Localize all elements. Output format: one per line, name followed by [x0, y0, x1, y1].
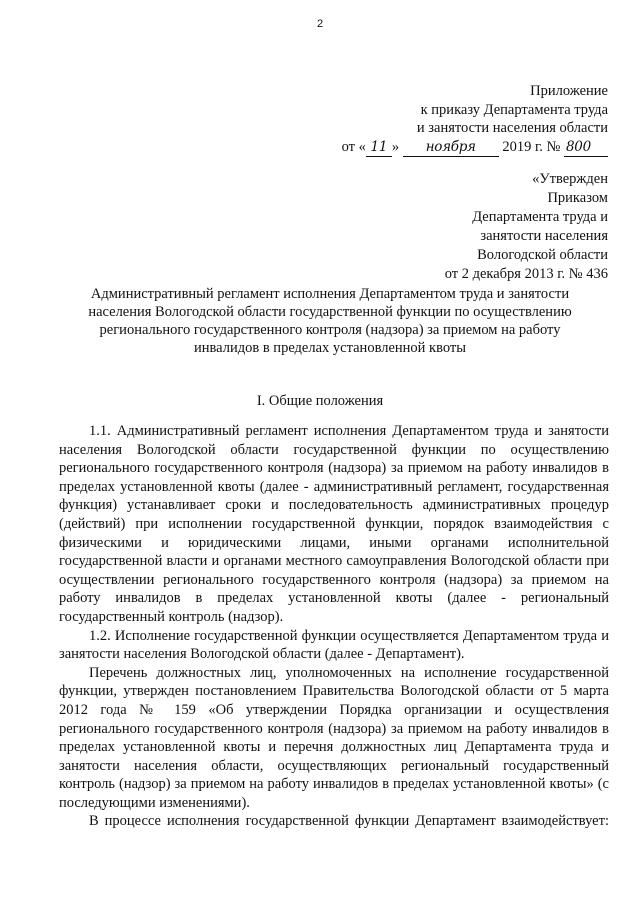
page-number: 2 [316, 18, 324, 30]
document-title: Административный регламент исполнения Департаментом труда и занятости населения Вологодской области государственной функции по осуществлению регионального государственного контроля (надзора) за приемом на работу инвалидов в пределах установленной квоты [88, 286, 572, 356]
approved-by-order: Приказом [547, 190, 608, 206]
approved-region: Вологодской области [477, 247, 608, 263]
appendix-block [308, 82, 608, 157]
paragraph-officials-list: Перечень должностных лиц, уполномоченных на исполнение государственной функции, утвержден постановлением Правительства Вологодской области от 5 марта 2012 года № 159 «Об утверждении Порядка организации и осуществления регионального государственного контроля (надзора) за приемом на работу инвалидов в пределах установленной квоты и перечня должностных лиц Департамента труда и занятости населения области, осуществляющих региональный государственный контроль (надзор) за приемом на работу инвалидов в пределах установленной квоты» (с последующими изменениями). [59, 664, 609, 811]
approved-date: от 2 декабря 2013 г. № 436 [444, 266, 608, 282]
appendix-department: и занятости населения области [416, 120, 608, 136]
body-text [59, 422, 609, 831]
approved-department-2: занятости населения [480, 228, 608, 244]
handwritten-order-number: 800 [564, 138, 608, 158]
approved-label: «Утвержден [532, 171, 608, 187]
appendix-date-line [308, 138, 608, 158]
section-heading: I. Общие положения [256, 393, 384, 409]
appendix-label: Приложение [530, 83, 608, 99]
date-year: 2019 г. № [502, 138, 561, 155]
paragraph-interaction: В процессе исполнения государственной функции Департамент взаимодействует: [89, 813, 609, 830]
paragraph-1-1: 1.1. Административный регламент исполнения Департаментом труда и занятости населения Вологодской области государственной функции по осуществлению регионального государственного контроля (надзора) за приемом на работу инвалидов в пределах установленной квоты (далее - административный регламент, государственная функция) устанавливает сроки и последовательность административных процедур (действий) при исполнении государственной функции, порядок взаимодействия с физическими и юридическими лицами, иными органами исполнительной государственной власти и органами местного самоуправления Вологодской области при осуществлении регионального государственного контроля (надзора) за приемом на работу инвалидов в пределах установленной квоты (далее - региональный государственный контроль (надзор). [59, 423, 609, 625]
paragraph-1-2: 1.2. Исполнение государственной функции осуществляется Департаментом труда и занятости населения Вологодской области (далее - Департамент). [59, 627, 609, 663]
appendix-order-ref: к приказу Департамента труда [420, 101, 608, 118]
date-prefix: от « [341, 138, 366, 155]
approval-block [308, 170, 608, 284]
handwritten-day: 11 [366, 138, 392, 158]
handwritten-month: ноября [403, 138, 499, 158]
date-quote: » [391, 138, 400, 155]
approved-department: Департамента труда и [472, 209, 608, 225]
